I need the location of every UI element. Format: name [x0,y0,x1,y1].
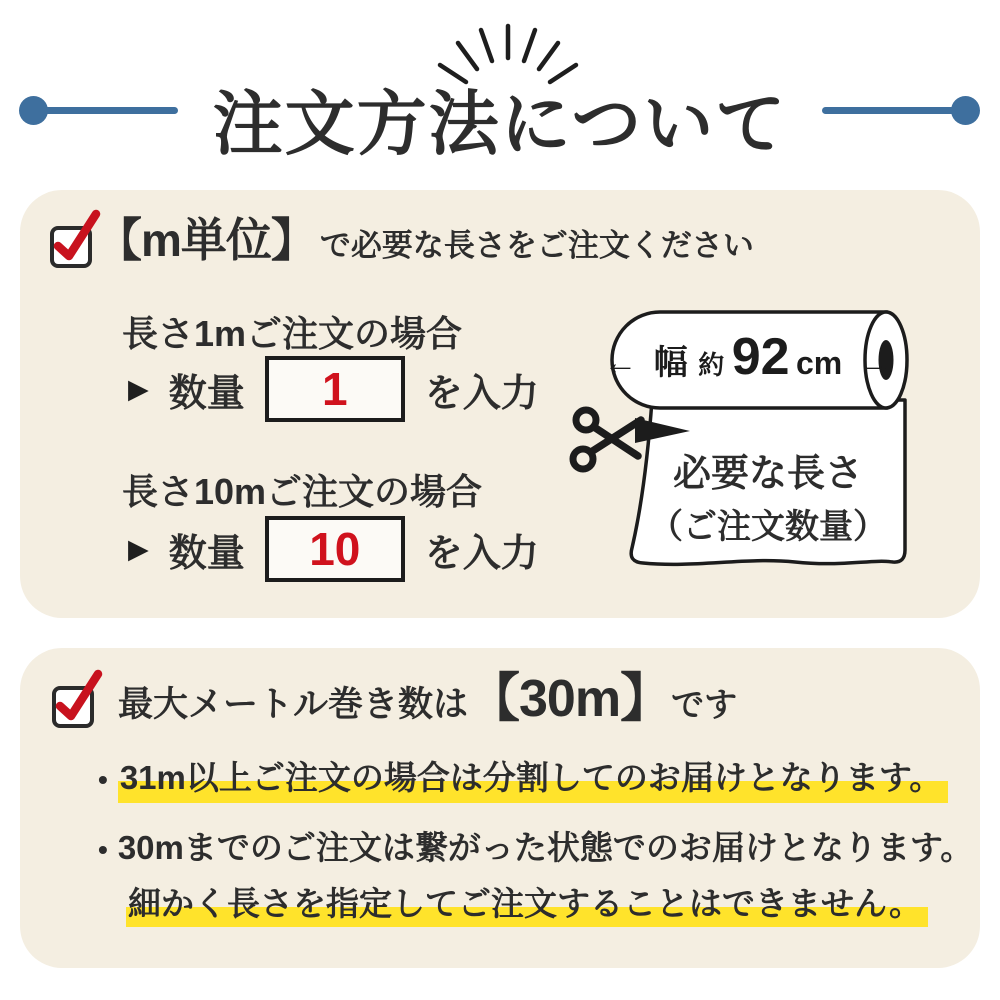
title-accent-dot-right [951,96,980,125]
case-10m-label: 長さ10mご注文の場合 [122,471,483,512]
section2-heading-pre: 最大メートル巻き数は [118,685,469,724]
section1-heading-unit: 【m単位】 [96,214,316,266]
section2-heading-30m: 【30m】 [468,670,672,728]
triangle-marker-icon: ▶ [128,533,149,564]
roll-width-label: ← 幅 約 92 cm → [603,328,893,386]
quantity-input[interactable] [265,356,405,422]
case-10m-quantity-row [128,516,539,582]
bullet-item-continuation [126,883,928,924]
red-check-icon [56,666,108,718]
scissors-icon [573,410,641,469]
sheet-label-line1: 必要な長さ [672,453,864,495]
case-1m-quantity-row [128,356,539,422]
bullet-dot: • [98,834,108,865]
quantity-suffix: を入力 [424,532,539,575]
section2-heading [118,656,737,731]
case-1m-label: 長さ1mご注文の場合 [122,313,463,354]
quantity-suffix: を入力 [424,372,539,415]
section2-heading-post: です [671,686,738,723]
title-accent-line-right [822,107,958,114]
highlight-text: 31m以上ご注文の場合は分割してのお届けとなります。 [118,757,948,803]
triangle-marker-icon: ▶ [128,373,149,404]
section1-heading-rest: で必要な長さをご注文ください [319,228,754,263]
highlight-text: 細かく長さを指定してご注文することはできません。 [126,885,928,927]
quantity-input[interactable] [265,516,405,582]
bullet-item [98,827,973,868]
bullet-dot: • [98,764,108,795]
bullet-item [98,757,948,803]
sheet-label-line2: （ご注文数量） [649,508,887,546]
section1-heading [96,204,754,270]
bullet-text: 30mまでのご注文は繋がった状態でのお届けとなります。 [117,829,974,866]
quantity-value: 10 [309,523,361,575]
quantity-label: 数量 [168,532,245,575]
fabric-roll-illustration [540,290,980,600]
page-title: 注文方法について [212,85,788,163]
quantity-label: 数量 [168,372,245,415]
quantity-value: 1 [321,363,348,415]
